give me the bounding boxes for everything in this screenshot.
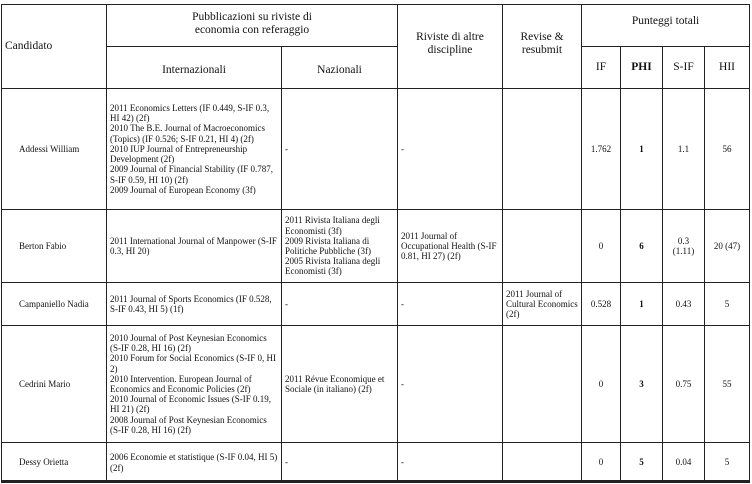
pub-item: 2010 The B.E. Journal of Macroeconomics (Topics) (IF 0.526; S-IF 0.21, HI 4) (2f) (110, 123, 266, 144)
pub-item: - (285, 143, 288, 154)
pub-item: 2011 Journal of Sports Economics (IF 0.528, S-IF 0.43, HI 5) (1f) (110, 293, 272, 314)
candidate-name: Campaniello Nadia (2, 283, 107, 326)
score-phi: 1 (621, 283, 663, 326)
candidates-table (1, 4, 750, 483)
pub-altre (398, 89, 503, 210)
header-pubblicazioni (107, 5, 398, 47)
table-row (2, 283, 750, 326)
header-revise-text: Revise & resubmit (520, 31, 564, 56)
score-if: 0 (582, 210, 621, 283)
header-if: IF (582, 47, 621, 89)
header-candidato: Candidato (2, 5, 107, 89)
score-sif-text: 0.3 (1.11) (672, 235, 695, 256)
pub-item: - (401, 378, 404, 389)
pub-item: 2009 Journal of Financial Stability (IF 0.787, S-IF 0.59, HI 10) (2f) (110, 164, 273, 185)
pub-item: 2011 Economics Letters (IF 0.449, S-IF 0.3, HI 42) (2f) (110, 103, 270, 124)
candidate-name: Addessi William (2, 89, 107, 210)
pub-nazionali (282, 283, 398, 326)
pub-item: 2009 Journal of European Economy (3f) (110, 184, 256, 195)
score-sif: 0.43 (663, 283, 705, 326)
pub-nazionali (282, 210, 398, 283)
score-hii: 5 (705, 283, 750, 326)
pub-item: - (285, 457, 288, 468)
header-revise (503, 5, 582, 89)
pub-internazionali (107, 283, 282, 326)
candidate-name: Dessy Orietta (2, 443, 107, 483)
pub-item: 2010 Journal of Economic Issues (S-IF 0.19, HI 21) (2f) (110, 394, 271, 415)
pub-altre (398, 283, 503, 326)
candidate-name: Cedrini Mario (2, 326, 107, 443)
score-hii: 56 (705, 89, 750, 210)
table-row (2, 326, 750, 443)
header-punteggi: Punteggi totali (582, 5, 750, 47)
header-nazionali: Nazionali (282, 47, 398, 89)
score-hii: 5 (705, 443, 750, 483)
pub-item: - (401, 457, 404, 468)
score-phi: 6 (621, 210, 663, 283)
pub-item: 2008 Journal of Post Keynesian Economics (S-IF 0.28, HI 16) (2f) (110, 414, 267, 435)
pub-item: - (401, 298, 404, 309)
score-phi: 3 (621, 326, 663, 443)
score-phi: 1 (621, 89, 663, 210)
table-row (2, 210, 750, 283)
score-sif (663, 210, 705, 283)
pub-revise (503, 443, 582, 483)
pub-item: 2011 International Journal of Manpower (S-IF 0.3, HI 20) (110, 235, 277, 256)
score-if: 0.528 (582, 283, 621, 326)
score-if: 1.762 (582, 89, 621, 210)
pub-altre (398, 210, 503, 283)
pub-item: 2005 Rivista Italiana degli Economisti (3f) (285, 256, 381, 277)
pub-item: 2011 Journal of Occupational Health (S-IF 0.81, HI 27) (2f) (401, 230, 497, 262)
score-sif: 0.04 (663, 443, 705, 483)
score-hii-text: 20 (47) (713, 240, 741, 251)
score-sif: 1.1 (663, 89, 705, 210)
header-riviste-altre (398, 5, 503, 89)
pub-item: 2011 Journal of Cultural Economics (2f) (506, 288, 578, 320)
pub-item: - (401, 143, 404, 154)
score-hii (705, 210, 750, 283)
pub-revise (503, 326, 582, 443)
header-pubblicazioni-text: Pubblicazioni su riviste di economia con referaggio (192, 11, 312, 36)
score-hii: 55 (705, 326, 750, 443)
header-sif: S-IF (663, 47, 705, 89)
table-row (2, 89, 750, 210)
pub-item: 2011 Révue Economique et Sociale (in italiano) (2f) (285, 373, 385, 394)
header-phi: PHI (621, 47, 663, 89)
pub-item: 2010 Forum for Social Economics (S-IF 0, HI 2) (110, 353, 276, 374)
table-row (2, 443, 750, 483)
pub-nazionali (282, 443, 398, 483)
pub-internazionali (107, 210, 282, 283)
pub-nazionali (282, 326, 398, 443)
pub-altre (398, 326, 503, 443)
candidate-name: Berton Fabio (2, 210, 107, 283)
pub-revise (503, 283, 582, 326)
pub-item: 2010 Intervention. European Journal of Economics and Economic Policies (2f) (110, 373, 252, 394)
pub-item: 2010 IUP Journal of Entrepreneurship Development (2f) (110, 143, 248, 165)
score-sif: 0.75 (663, 326, 705, 443)
score-if: 0 (582, 326, 621, 443)
pub-revise (503, 89, 582, 210)
pub-internazionali (107, 89, 282, 210)
pub-nazionali (282, 89, 398, 210)
pub-item: 2006 Economie et statistique (S-IF 0.04, HI 5) (2f) (110, 452, 278, 473)
pub-item: - (285, 298, 288, 309)
top-edge (0, 0, 752, 1)
pub-internazionali (107, 326, 282, 443)
header-internazionali: Internazionali (107, 47, 282, 89)
pub-item: 2010 Journal of Post Keynesian Economics (S-IF 0.28, HI 16) (2f) (110, 332, 267, 354)
score-if: 0 (582, 443, 621, 483)
score-phi: 5 (621, 443, 663, 483)
pub-item: 2011 Rivista Italiana degli Economisti (3f) (285, 215, 380, 236)
header-hii: HII (705, 47, 750, 89)
pub-internazionali (107, 443, 282, 483)
bottom-rule (1, 480, 749, 482)
header-riviste-altre-text: Riviste di altre discipline (416, 31, 484, 56)
pub-altre (398, 443, 503, 483)
pub-item: 2009 Rivista Italiana di Politiche Pubbliche (3f) (285, 235, 371, 256)
pub-revise (503, 210, 582, 283)
